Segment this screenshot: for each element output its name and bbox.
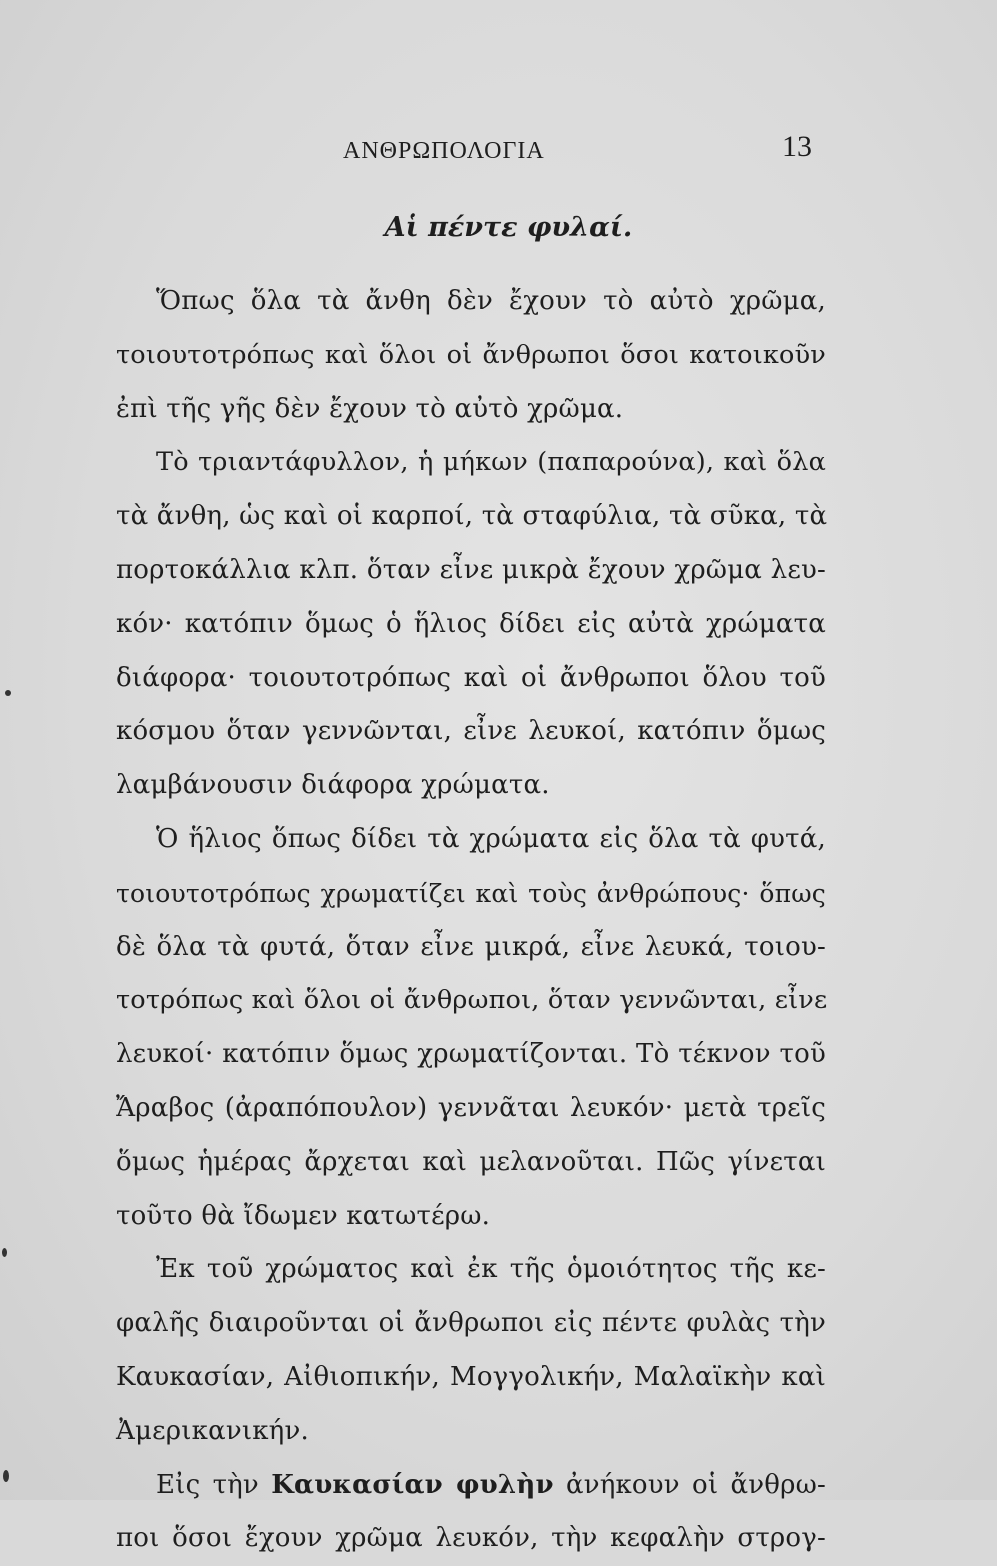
bold-term: Καυκασίαν φυλὴν [271,1469,554,1500]
text-line: Ἀμερικανικήν. [116,1415,309,1446]
text-line: δὲ ὅλα τὰ φυτά, ὅταν εἶνε μικρά, εἶνε λευκά, τοιου- [116,931,826,962]
text-line: φαλῆς διαιροῦνται οἱ ἄνθρωποι εἰς πέντε φυλὰς τὴν [116,1308,826,1339]
text-line: ποι ὅσοι ἔχουν χρῶμα λευκόν, τὴν κεφαλὴν στρογ- [116,1523,826,1554]
text-line: κόσμου ὅταν γεννῶνται, εἶνε λευκοί, κατόπιν ὅμως [116,716,826,747]
text-line: Ἄραβος (ἀραπόπουλον) γεννᾶται λευκόν· μετὰ τρεῖς [116,1092,826,1123]
text-line [116,1459,826,1513]
page-number: 13 [782,130,812,163]
text-line: ἐπὶ τῆς γῆς δὲν ἔχουν τὸ αὐτὸ χρῶμα. [116,393,624,424]
text-line: Ἐκ τοῦ χρώματος καὶ ἐκ τῆς ὁμοιότητος τῆς κε- [156,1254,826,1285]
page-speck [3,1470,9,1482]
running-title: ΑΝΘΡΩΠΟΛΟΓΙΑ [343,138,545,164]
text-segment: Εἰς τὴν [156,1469,272,1500]
text-line: Τὸ τριαντάφυλλον, ἡ μήκων (παπαρούνα), καὶ ὅλα [156,447,826,478]
page-speck [5,690,11,696]
text-line: τοιουτοτρόπως καὶ ὅλοι οἱ ἄνθρωποι ὅσοι κατοικοῦν [116,339,826,370]
text-line: Ὁ ἥλιος ὅπως δίδει τὰ χρώματα εἰς ὅλα τὰ φυτά, [156,823,826,854]
text-line: Ὅπως ὅλα τὰ ἄνθη δὲν ἔχουν τὸ αὐτὸ χρῶμα, [156,286,826,316]
section-title: Αἱ πέντε φυλαί. [384,212,633,243]
text-line: κόν· κατόπιν ὅμως ὁ ἥλιος δίδει εἰς αὐτὰ χρώματα [116,608,826,639]
text-line: τοιουτοτρόπως χρωματίζει καὶ τοὺς ἀνθρώπους· ὅπως [116,878,826,908]
text-line: πορτοκάλλια κλπ. ὅταν εἶνε μικρὰ ἔχουν χρῶμα λευ- [116,554,826,585]
page-speck [2,1248,7,1257]
text-line: λαμβάνουσιν διάφορα χρώματα. [116,770,550,801]
text-line: τοῦτο θὰ ἴδωμεν κατωτέρω. [116,1200,491,1231]
text-line: τοτρόπως καὶ ὅλοι οἱ ἄνθρωποι, ὅταν γεννῶνται, εἶνε [116,985,828,1016]
text-line: λευκοί· κατόπιν ὅμως χρωματίζονται. Τὸ τέκνον τοῦ [116,1039,826,1070]
page-header [0,130,997,170]
text-segment: ἀνήκουν οἱ ἄνθρω- [553,1469,827,1500]
text-line: διάφορα· τοιουτοτρόπως καὶ οἱ ἄνθρωποι ὅλου τοῦ [116,662,826,693]
text-line: τὰ ἄνθη, ὡς καὶ οἱ καρποί, τὰ σταφύλια, τὰ σῦκα, τὰ [116,501,828,532]
text-line: Καυκασίαν, Αἰθιοπικήν, Μογγολικήν, Μαλαϊκὴν καὶ [116,1361,826,1392]
body-text [116,275,826,1566]
text-line: ὅμως ἡμέρας ἄρχεται καὶ μελανοῦται. Πῶς γίνεται [116,1146,826,1177]
